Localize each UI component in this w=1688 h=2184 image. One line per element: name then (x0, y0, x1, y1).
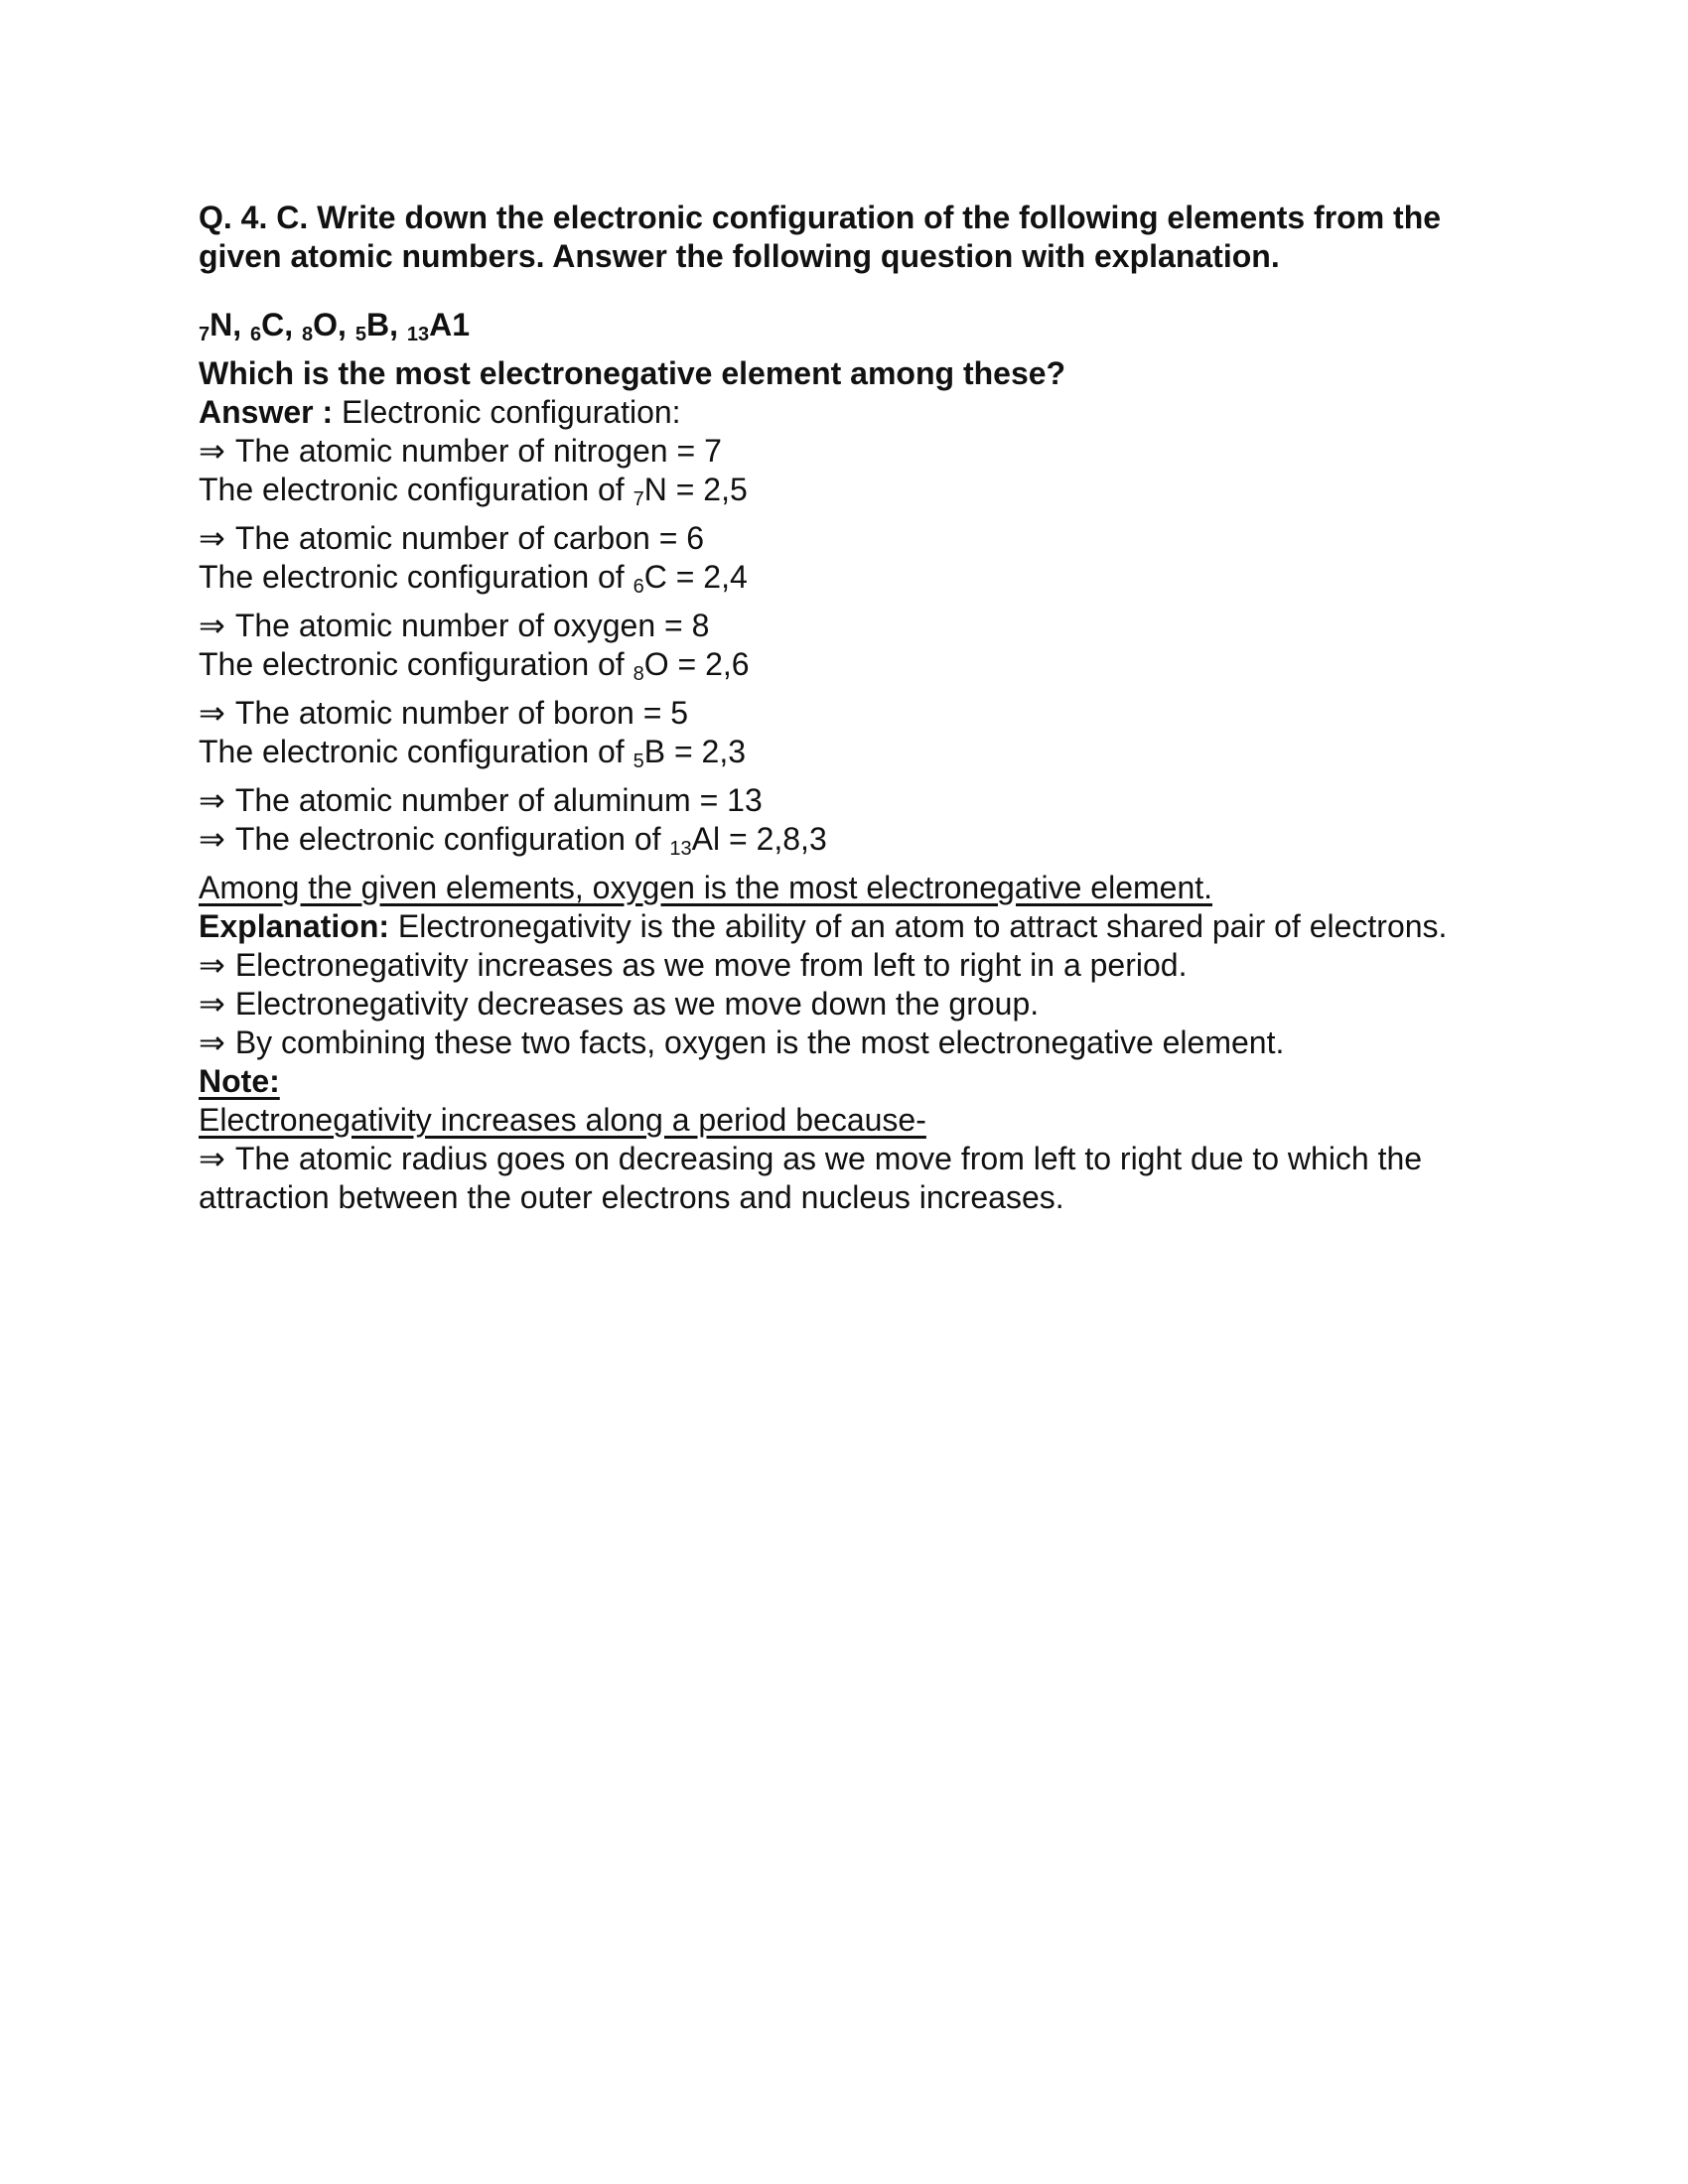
element-symbol: C (261, 307, 285, 342)
separator: , (232, 307, 251, 342)
answer-line-text: The atomic number of nitrogen = 7 (234, 433, 722, 469)
configuration-value: N = 2,5 (643, 472, 748, 507)
answer-label: Answer : (199, 394, 334, 430)
answer-line (199, 519, 1489, 558)
explanation-point-text: Electronegativity increases as we move from left to right in a period. (234, 947, 1188, 983)
explanation-point (199, 946, 1489, 985)
answer-line (199, 471, 1489, 519)
element-number: 6 (250, 324, 262, 345)
answer-line (199, 820, 1489, 869)
answer-line (199, 781, 1489, 820)
answer-intro-text: Electronic configuration: (333, 394, 681, 430)
implies-arrow-icon: ⇒ (199, 1024, 225, 1060)
note-point-text: The atomic radius goes on decreasing as we move from left to right due to which the attraction between the outer electrons and nucleus increases. (199, 1141, 1423, 1215)
configuration-value: O = 2,6 (643, 646, 750, 682)
implies-arrow-icon: ⇒ (199, 695, 225, 731)
implies-arrow-icon: ⇒ (199, 520, 225, 556)
atomic-number-subscript: 5 (633, 751, 644, 772)
atomic-number-subscript: 7 (633, 488, 644, 510)
answer-line-text: The electronic configuration of (199, 734, 633, 769)
element-symbol: N (210, 307, 233, 342)
implies-arrow-icon: ⇒ (199, 1141, 225, 1176)
answer-line (199, 733, 1489, 781)
answer-line-text: The atomic number of aluminum = 13 (234, 782, 763, 818)
document-page (199, 199, 1489, 1217)
answer-line (199, 645, 1489, 694)
element-symbol: A1 (429, 307, 470, 342)
note-label: Note: (199, 1063, 280, 1099)
element-symbol: B (365, 307, 390, 342)
explanation-point-text: By combining these two facts, oxygen is the most electronegative element. (234, 1024, 1285, 1060)
atomic-number-subscript: 13 (669, 838, 692, 860)
implies-arrow-icon: ⇒ (199, 433, 225, 469)
answer-line (199, 694, 1489, 733)
answer-line (199, 607, 1489, 645)
answer-line (199, 432, 1489, 471)
separator: , (284, 307, 303, 342)
answer-line-text: The electronic configuration of (199, 559, 633, 595)
implies-arrow-icon: ⇒ (199, 986, 225, 1022)
note-subheading: Electronegativity increases along a period because- (199, 1102, 926, 1138)
configuration-value: B = 2,3 (643, 734, 746, 769)
implies-arrow-icon: ⇒ (199, 608, 225, 643)
answer-line-text: The electronic configuration of (199, 472, 633, 507)
answer-line (199, 558, 1489, 607)
element-symbol: O (313, 307, 339, 342)
answer-intro (199, 393, 1489, 432)
configuration-value: C = 2,4 (643, 559, 748, 595)
configuration-value: Al = 2,8,3 (691, 821, 827, 857)
atomic-number-subscript: 6 (633, 576, 644, 598)
implies-arrow-icon: ⇒ (199, 947, 225, 983)
answer-line-text: The electronic configuration of (234, 821, 670, 857)
answer-line-text: The electronic configuration of (199, 646, 633, 682)
implies-arrow-icon: ⇒ (199, 821, 225, 857)
question-prompt: Which is the most electronegative element among these? (199, 355, 1066, 391)
explanation-point (199, 1024, 1489, 1062)
answer-line-text: The atomic number of carbon = 6 (234, 520, 705, 556)
element-list (199, 306, 1489, 354)
separator: , (338, 307, 355, 342)
explanation-text: Electronegativity is the ability of an atom to attract shared pair of electrons. (389, 908, 1448, 944)
note-point (199, 1140, 1489, 1217)
explanation-label: Explanation: (199, 908, 390, 944)
answer-line-text: The atomic number of boron = 5 (234, 695, 689, 731)
question-heading: Q. 4. C. Write down the electronic configuration of the following elements from the given atomic numbers. Answer the following question with explanation. (199, 200, 1442, 274)
implies-arrow-icon: ⇒ (199, 782, 225, 818)
explanation-paragraph (199, 907, 1489, 946)
separator: , (389, 307, 407, 342)
explanation-point-text: Electronegativity decreases as we move down the group. (234, 986, 1040, 1022)
atomic-number-subscript: 8 (633, 663, 644, 685)
answer-line-text: The atomic number of oxygen = 8 (234, 608, 710, 643)
element-number: 7 (199, 324, 211, 345)
element-number: 8 (302, 324, 314, 345)
explanation-point (199, 985, 1489, 1024)
element-number: 13 (406, 324, 430, 345)
answer-conclusion: Among the given elements, oxygen is the most electronegative element. (199, 870, 1213, 905)
element-number: 5 (354, 324, 366, 345)
